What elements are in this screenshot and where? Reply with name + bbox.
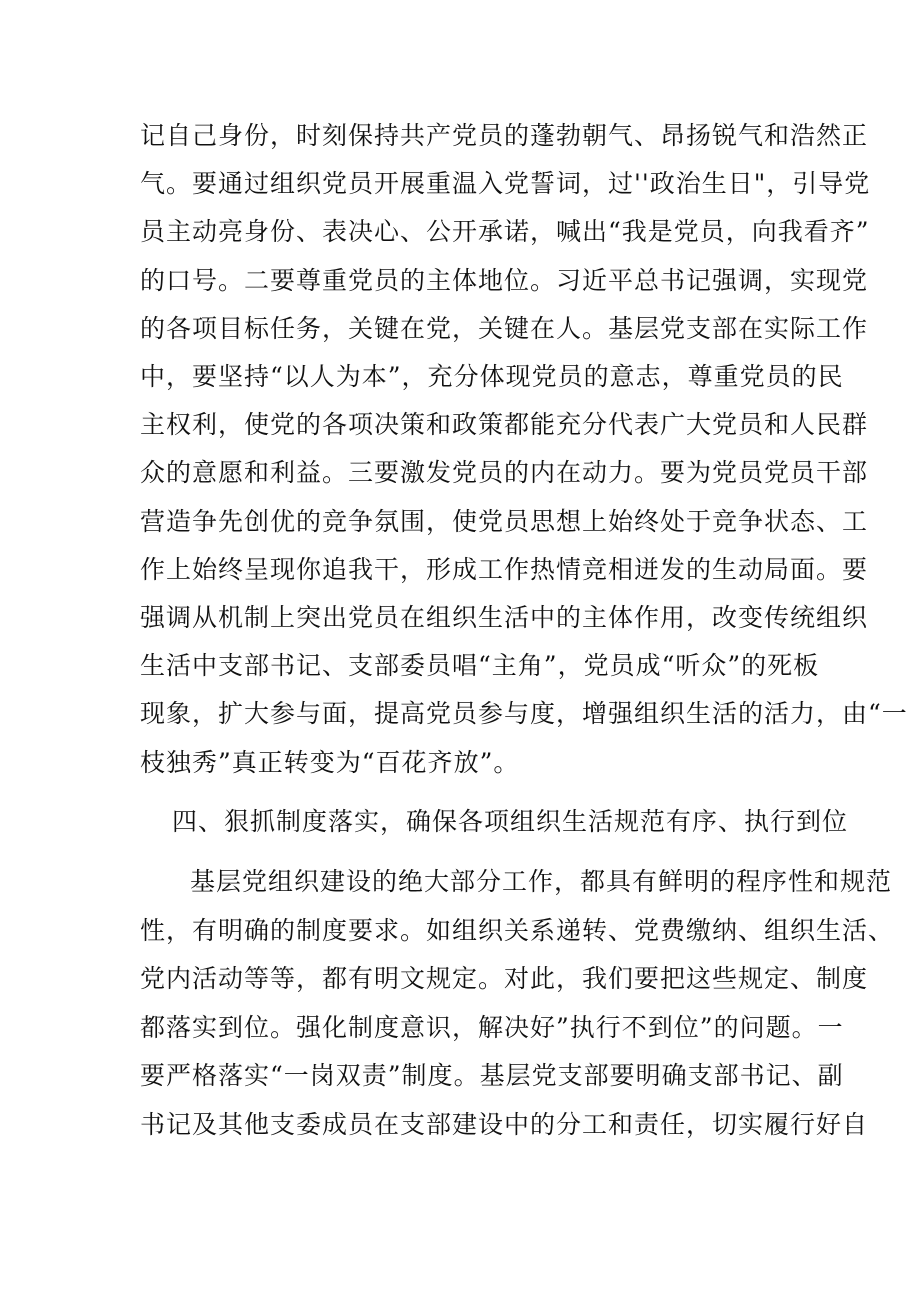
paragraph-line: 党内活动等等，都有明文规定。对此，我们要把这些规定、制度	[140, 964, 869, 993]
paragraph-line: 生活中支部书记、支部委员唱“主角”，党员成“听众”的死板	[140, 651, 820, 681]
paragraph-line: 的口号。二要尊重党员的主体地位。习近平总书记强调，实现党	[140, 265, 869, 295]
paragraph-line: 性，有明确的制度要求。如组织关系递转、党费缴纳、组织生活、	[140, 915, 895, 945]
paragraph-line: 书记及其他支委成员在支部建设中的分工和责任，切实履行好自	[140, 1109, 869, 1139]
body-paragraph-1	[140, 112, 908, 787]
paragraph-line: 记自己身份，时刻保持共产党员的蓬勃朝气、昂扬锐气和浩然正	[140, 121, 869, 150]
paragraph-line: 中，要坚持“以人为本”，充分体现党员的意志，尊重党员的民	[140, 362, 844, 392]
paragraph-line: 要严格落实“一岗双责”制度。基层党支部要明确支部书记、副	[140, 1061, 844, 1090]
paragraph-line: 都落实到位。强化制度意识，解决好”执行不到位”的问题。一	[140, 1012, 844, 1042]
paragraph-line-first: 基层党组织建设的绝大部分工作，都具有鲜明的程序性和规范	[190, 867, 893, 896]
paragraph-line: 营造争先创优的竞争氛围，使党员思想上始终处于竞争状态、工	[140, 506, 869, 536]
paragraph-line: 主权利，使党的各项决策和政策都能充分代表广大党员和人民群	[140, 410, 869, 440]
section-heading: 四、狠抓制度落实，确保各项组织生活规范有序、执行到位	[172, 807, 849, 836]
paragraph-line: 现象，扩大参与面，提高党员参与度，增强组织生活的活力，由“一	[140, 699, 908, 729]
paragraph-line: 强调从机制上突出党员在组织生活中的主体作用，改变传统组织	[140, 603, 869, 633]
body-paragraph-2	[140, 858, 895, 1149]
paragraph-line: 作上始终呈现你追我干，形成工作热情竞相迸发的生动局面。要	[140, 554, 869, 584]
paragraph-line: 众的意愿和利益。三要激发党员的内在动力。要为党员党员干部	[140, 458, 869, 488]
paragraph-line: 员主动亮身份、表决心、公开承诺，喊出“我是党员，向我看齐”	[140, 217, 870, 247]
paragraph-line: 气。要通过组织党员开展重温入党誓词，过''政治生日"，引导党	[140, 169, 871, 199]
paragraph-line: 枝独秀”真正转变为“百花齐放”。	[140, 747, 520, 777]
paragraph-line: 的各项目标任务，关键在党，关键在人。基层党支部在实际工作	[140, 313, 869, 343]
